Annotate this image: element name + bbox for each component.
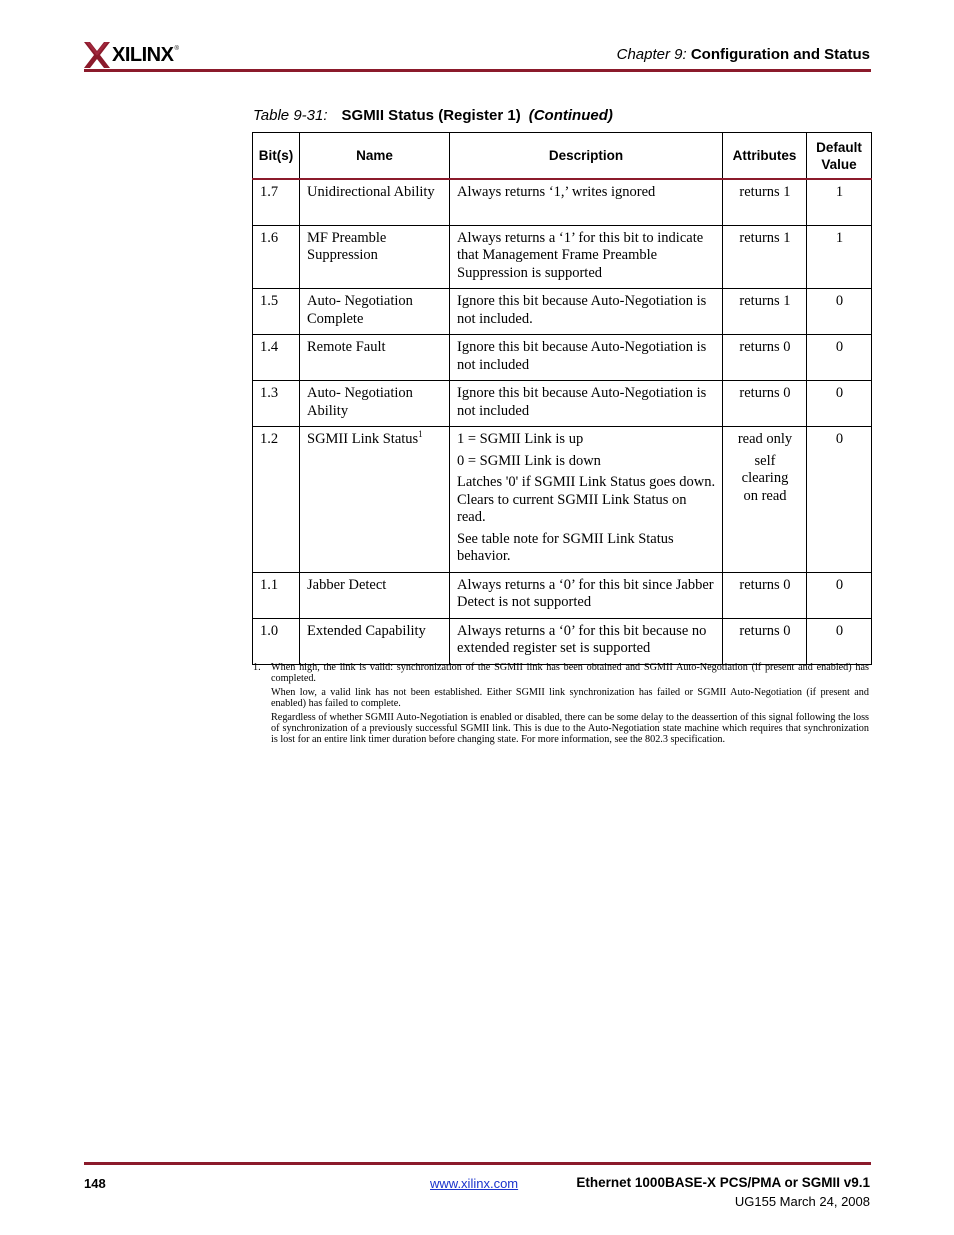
description-cell: [450, 618, 723, 664]
description-cell: [450, 335, 723, 381]
header-default-value: [807, 133, 872, 180]
table-caption: [253, 107, 613, 124]
table-row: [253, 572, 872, 618]
description-cell: [450, 381, 723, 427]
table-title: SGMII Status (Register 1): [341, 107, 521, 124]
footnote-number: 1.: [253, 662, 261, 673]
default-cell: 0: [807, 618, 872, 664]
header-default-line1: Default: [816, 139, 862, 155]
bit-cell: 1.4: [253, 335, 300, 381]
sgmii-status-table: [252, 132, 872, 665]
footer-rule: [84, 1162, 871, 1165]
header-bits: Bit(s): [253, 133, 300, 180]
default-cell: 1: [807, 225, 872, 289]
table-row: [253, 618, 872, 664]
bit-cell: 1.1: [253, 572, 300, 618]
table-row: [253, 289, 872, 335]
name-cell: Extended Capability: [300, 618, 450, 664]
bit-cell: 1.3: [253, 381, 300, 427]
table-row: [253, 225, 872, 289]
table-footnote: [253, 662, 869, 748]
table-header-row: [253, 133, 872, 180]
xilinx-website-link[interactable]: www.xilinx.com: [430, 1176, 519, 1191]
name-cell: Jabber Detect: [300, 572, 450, 618]
description-cell: [450, 572, 723, 618]
description-cell: [450, 289, 723, 335]
header-name: Name: [300, 133, 450, 180]
document-id-date: UG155 March 24, 2008: [734, 1194, 870, 1209]
bit-cell: 1.6: [253, 225, 300, 289]
name-cell: Auto- Negotiation Complete: [300, 289, 450, 335]
attribute-line: returns 0: [739, 576, 791, 593]
table-continued: (Continued): [528, 107, 613, 124]
attributes-cell: [723, 289, 807, 335]
attribute-line: returns 0: [739, 622, 791, 639]
attributes-cell: [723, 225, 807, 289]
footnote-body: [271, 662, 869, 745]
description-line: 1 = SGMII Link is up: [457, 431, 584, 447]
header-default-line2: Value: [821, 156, 857, 172]
header-rule: [84, 69, 871, 72]
table-row: [253, 381, 872, 427]
name-text: SGMII Link Status: [307, 431, 419, 447]
bit-cell: 1.5: [253, 289, 300, 335]
attributes-cell: [723, 335, 807, 381]
chapter-label: Chapter 9:: [616, 46, 687, 63]
xilinx-logo: [84, 40, 179, 70]
default-cell: 1: [807, 179, 872, 225]
attribute-line: returns 0: [739, 339, 791, 355]
attribute-line: returns 0: [739, 385, 791, 401]
logo-wordmark: XILINX: [112, 43, 174, 66]
attributes-cell: [723, 618, 807, 664]
name-cell: Auto- Negotiation Ability: [300, 381, 450, 427]
header-attributes: Attributes: [723, 133, 807, 180]
attribute-line: read only: [737, 431, 793, 447]
description-line: Ignore this bit because Auto-Negotiation is not included.: [457, 293, 707, 327]
default-cell: 0: [807, 427, 872, 573]
default-cell: 0: [807, 572, 872, 618]
footnote-ref: 1: [418, 429, 423, 440]
description-line: See table note for SGMII Link Status behavior.: [457, 530, 674, 564]
footnote-paragraph: When low, a valid link has not been established. Either SGMII link synchronization has failed or SGMII Auto-Negotiation (if present and enabled) has failed to complete.: [271, 687, 869, 709]
chapter-title: Configuration and Status: [690, 46, 870, 63]
name-cell: Unidirectional Ability: [300, 179, 450, 225]
description-line: Always returns a ‘1’ for this bit to indicate that Management Frame Preamble Suppression is supported: [457, 229, 704, 281]
table-row: [253, 179, 872, 225]
document-title: Ethernet 1000BASE-X PCS/PMA or SGMII v9.1: [576, 1175, 870, 1190]
table-row: [253, 427, 872, 573]
name-cell: Remote Fault: [300, 335, 450, 381]
default-cell: 0: [807, 381, 872, 427]
xilinx-mark-icon: [84, 42, 110, 68]
description-line: Ignore this bit because Auto-Negotiation is not included: [457, 385, 707, 419]
description-line: Latches '0' if SGMII Link Status goes down. Clears to current SGMII Link Status on read.: [457, 474, 716, 525]
name-cell: MF Preamble Suppression: [300, 225, 450, 289]
default-cell: 0: [807, 335, 872, 381]
table-row: [253, 335, 872, 381]
description-cell: [450, 427, 723, 573]
table-number: Table 9-31:: [253, 107, 328, 124]
attribute-line: returns 1: [739, 293, 791, 309]
description-line: Ignore this bit because Auto-Negotiation is not included: [457, 339, 707, 373]
description-cell: [450, 225, 723, 289]
logo-registered-mark: ®: [174, 46, 179, 52]
attribute-line: self clearing on read: [741, 452, 789, 504]
description-line: Always returns a ‘0’ for this bit since Jabber Detect is not supported: [457, 576, 714, 610]
name-cell: [300, 427, 450, 573]
attribute-line: returns 1: [739, 184, 791, 200]
description-line: 0 = SGMII Link is down: [457, 452, 601, 469]
default-cell: 0: [807, 289, 872, 335]
attribute-line: returns 1: [739, 229, 791, 246]
bit-cell: 1.2: [253, 427, 300, 573]
footnote-paragraph: Regardless of whether SGMII Auto-Negotiation is enabled or disabled, there can be some delay to the deassertion of this signal following the loss of synchronization of a previously successful SGMII link. This is due to the Auto-Negotiation state machine which requires that synchronization is lost for an entire link timer duration before changing state. For more information, see the 802.3 specification.: [271, 712, 869, 745]
attributes-cell: [723, 179, 807, 225]
attributes-cell: [723, 381, 807, 427]
footnote-paragraph: When high, the link is valid: synchronization of the SGMII link has been obtained and SGMII Auto-Negotiation (if present and enabled) has completed.: [271, 662, 869, 684]
page-number: 148: [84, 1176, 106, 1191]
bit-cell: 1.0: [253, 618, 300, 664]
bit-cell: 1.7: [253, 179, 300, 225]
description-cell: [450, 179, 723, 225]
attributes-cell: [723, 572, 807, 618]
header-description: Description: [450, 133, 723, 180]
description-line: Always returns a ‘0’ for this bit because no extended register set is supported: [457, 622, 707, 656]
description-line: Always returns ‘1,’ writes ignored: [457, 184, 656, 200]
chapter-heading: [617, 46, 870, 63]
attributes-cell: [723, 427, 807, 573]
